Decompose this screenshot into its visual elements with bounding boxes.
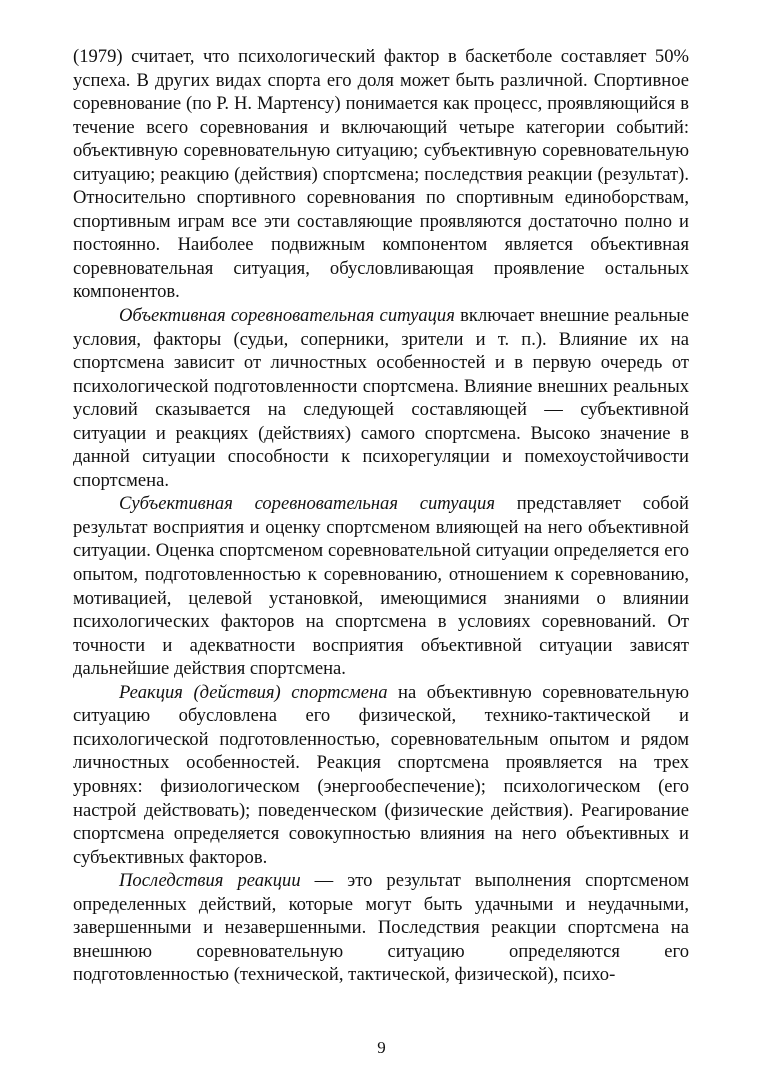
page-body xyxy=(73,45,689,987)
paragraph-4-term: Реакция (действия) спортсмена xyxy=(119,681,388,703)
paragraph-3-text: представляет собой результат восприятия и оценку спортсменом влияющей на него объективной ситуации. Оценка спортсменом соревновательной ситуации определяется его опытом, подготовленностью к соревнованию, отношением к соревнованию, мотивацией, целевой установкой, имеющимися знаниями о влиянии психологических факторов на спортсмена в условиях соревнований. От точности и адекватности восприятия объективной ситуации зависят дальнейшие действия спортсмена. xyxy=(73,493,689,680)
paragraph-2-text: включает внешние реальные условия, факторы (судьи, соперники, зрители и т. п.). Влияние их на спортсмена зависит от личностных особенностей и в первую очередь от психологической подготовленности спортсмена. Влияние внешних реальных условий сказывается на следующей составляющей — субъективной ситуации и реакциях (действиях) самого спортсмена. Высоко значение в данной ситуации способности к психорегуляции и помехоустойчивости спортсмена. xyxy=(73,305,689,491)
paragraph-5-term: Последствия реакции xyxy=(119,870,301,892)
paragraph-3-term: Субъективная соревновательная ситуация xyxy=(119,493,495,515)
paragraph-3 xyxy=(73,492,689,680)
paragraph-5 xyxy=(73,869,689,987)
paragraph-1-text: (1979) считает, что психологический фактор в баскетболе составляет 50% успеха. В других видах спорта его доля может быть различной. Спортивное соревнование (по Р. Н. Мартенсу) понимается как процесс, проявляющийся в течение всего соревнования и включающий четыре категории событий: объективную соревновательную ситуацию; субъективную соревновательную ситуацию; реакцию (действия) спортсмена; последствия реакции (результат). Относительно спортивного соревнования по спортивным единоборствам, спортивным играм все эти составляющие проявляются достаточно полно и постоянно. Наиболее подвижным компонентом является объективная соревновательная ситуация, обусловливающая проявление остальных компонентов. xyxy=(73,46,689,303)
paragraph-4 xyxy=(73,681,689,869)
paragraph-2 xyxy=(73,304,689,492)
paragraph-1 xyxy=(73,45,689,304)
paragraph-5-text: — это результат выполнения спортсменом определенных действий, которые могут быть удачными и неудачными, завершенными и незавершенными. Последствия реакции спортсмена на внешнюю соревновательную ситуацию определяются его подготовленностью (технической, тактической, физической), психо- xyxy=(73,870,689,986)
paragraph-4-text: на объективную соревновательную ситуацию обусловлена его физической, технико-тактической и психологической подготовленностью, соревновательным опытом и рядом личностных особенностей. Реакция спортсмена проявляется на трех уровнях: физиологическом (энергообеспечение); психологическом (его настрой действовать); поведенческом (физические действия). Реагирование спортсмена определяется совокупностью влияния на него объективных и субъективных факторов. xyxy=(73,681,689,868)
page-number: 9 xyxy=(377,1038,386,1057)
paragraph-2-term: Объективная соревновательная ситуация xyxy=(119,305,455,327)
